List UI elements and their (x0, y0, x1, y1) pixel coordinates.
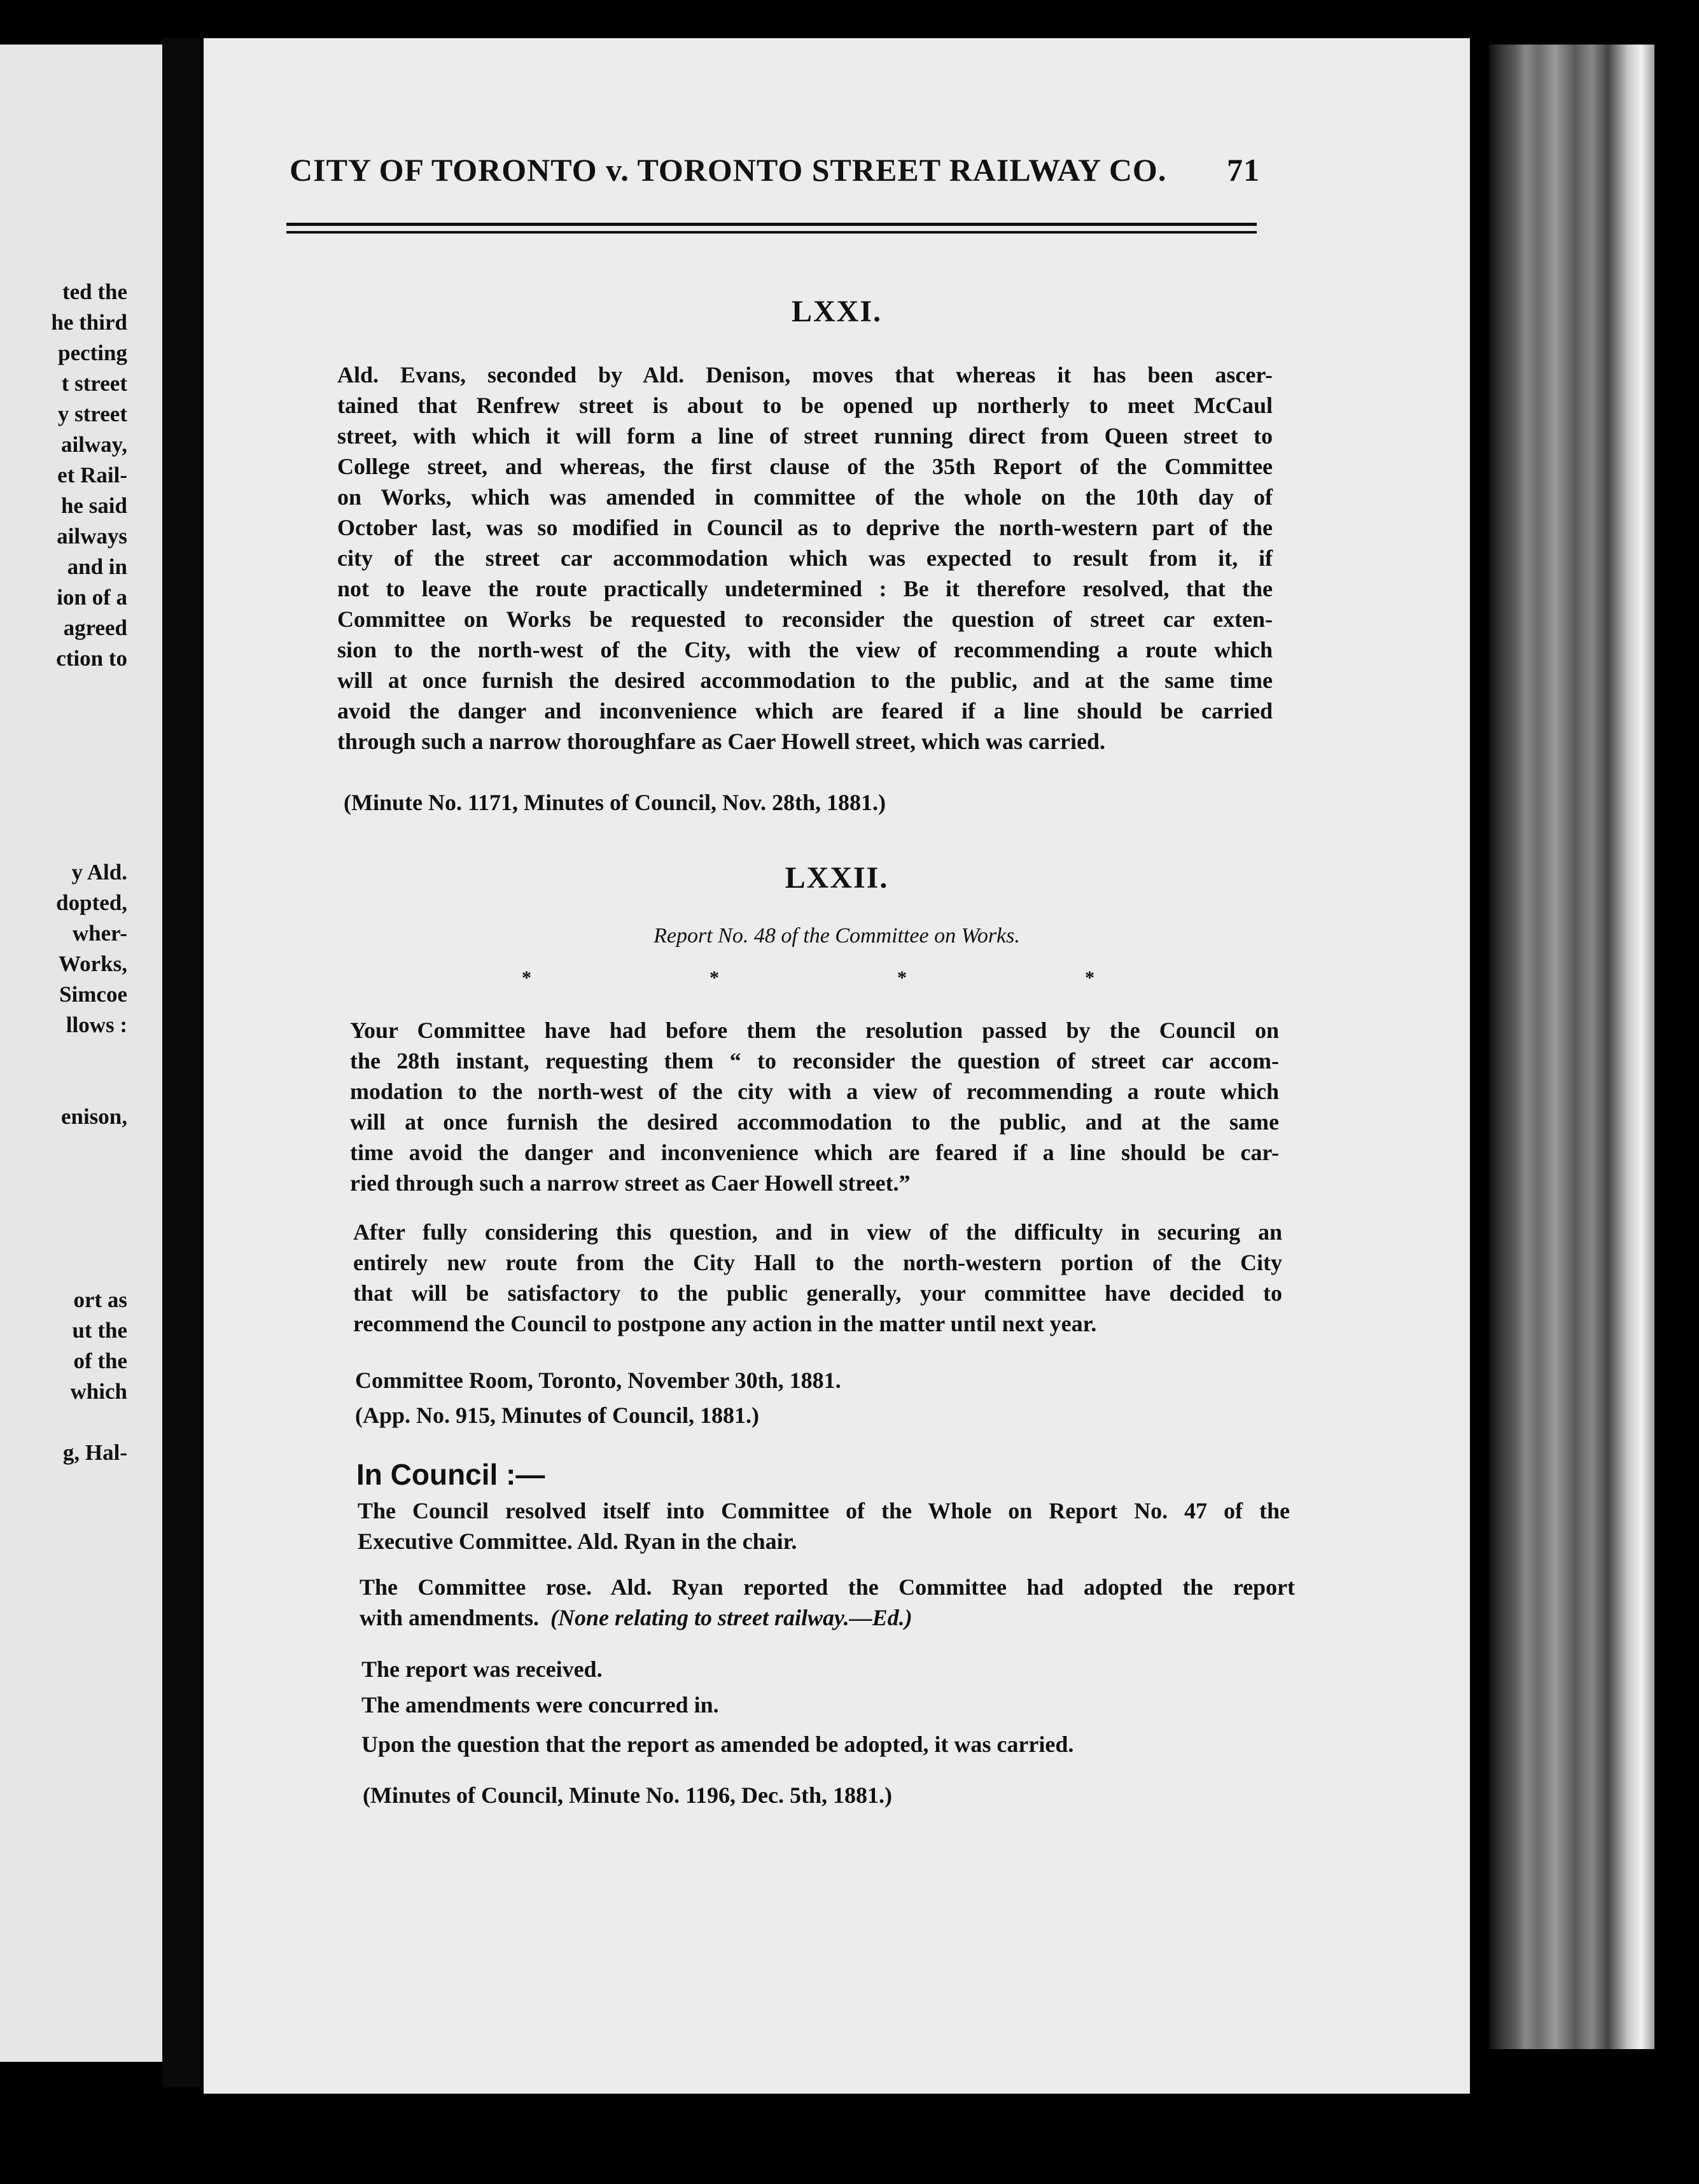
left-page-line (0, 1132, 127, 1163)
text-line: ried through such a narrow street as Caer Howell street.” (350, 1170, 911, 1196)
text-line: College street, and whereas, the first clause of the 35th Report of the Committee (337, 454, 1273, 479)
star: * (522, 967, 531, 988)
left-page-line: y street (57, 402, 127, 426)
left-page-line (0, 796, 127, 827)
left-page-text (0, 277, 127, 1468)
left-page-line (0, 674, 127, 704)
text-fragment: with amendments. (360, 1605, 540, 1630)
question-carried: Upon the question that the report as amended be adopted, it was carried. (361, 1732, 1074, 1757)
committee-room-date: Committee Room, Toronto, November 30th, 1881. (355, 1368, 841, 1393)
left-page-line: enison, (60, 1104, 127, 1129)
left-page-line (0, 704, 127, 735)
minute-reference: (Minute No. 1171, Minutes of Council, Nov. 28th, 1881.) (344, 790, 886, 815)
left-page-line: Works, (59, 951, 127, 976)
text-line: Ald. Evans, seconded by Ald. Denison, moves that whereas it has been ascer- (337, 362, 1273, 388)
ellipsis-stars (522, 967, 1094, 989)
left-page-line: he third (51, 310, 127, 335)
left-page-line: ction to (56, 646, 127, 671)
in-council-heading: In Council :— (356, 1458, 545, 1491)
left-page-line (0, 1224, 127, 1254)
council-resolved-paragraph (358, 1495, 1290, 1557)
left-page-line: ailway, (60, 432, 127, 457)
left-page-line: ion of a (57, 585, 127, 610)
text-line: Executive Committee. Ald. Ryan in the chair. (358, 1529, 797, 1554)
left-page-line (0, 735, 127, 766)
text-line: October last, was so modified in Council as to deprive the north-western part of the (337, 515, 1273, 540)
text-line: time avoid the danger and inconvenience which are feared if a line should be car- (350, 1140, 1279, 1165)
amendments-concurred: The amendments were concurred in. (361, 1692, 719, 1718)
left-page-line: llows : (66, 1012, 127, 1037)
left-page-line: ort as (73, 1287, 127, 1312)
left-page-line (0, 1040, 127, 1071)
report-paragraph-2 (353, 1217, 1282, 1339)
left-page-fragment (0, 45, 165, 2062)
text-line: sion to the north-west of the City, with the view of recommending a route which (337, 637, 1273, 662)
header-title: CITY OF TORONTO v. TORONTO STREET RAILWAY CO. (290, 152, 1167, 188)
text-line: Committee on Works be requested to reconsider the question of street car exten- (337, 606, 1273, 632)
text-line: recommend the Council to postpone any action in the matter until next year. (353, 1311, 1097, 1336)
committee-rose-paragraph (360, 1572, 1295, 1633)
appendix-reference: (App. No. 915, Minutes of Council, 1881.) (355, 1403, 760, 1428)
left-page-line: ted the (62, 279, 127, 304)
section-heading-lxxi: LXXI. (791, 295, 883, 328)
text-line: street, with which it will form a line of street running direct from Queen street to (337, 423, 1273, 449)
left-page-line: et Rail- (57, 463, 127, 487)
text-line: tained that Renfrew street is about to be opened up northerly to meet McCaul (337, 393, 1273, 418)
text-line: through such a narrow thoroughfare as Caer Howell street, which was carried. (337, 729, 1105, 754)
page-number: 71 (1227, 152, 1260, 188)
left-page-line (0, 1071, 127, 1102)
left-page-line: g, Hal- (62, 1440, 127, 1465)
header-rule (286, 223, 1257, 226)
text-line: After fully considering this question, and in view of the difficulty in securing an (353, 1219, 1282, 1245)
left-page-line: y Ald. (71, 860, 127, 885)
text-line: city of the street car accommodation which was expected to result from it, if (337, 545, 1273, 571)
text-line: not to leave the route practically undetermined : Be it therefore resolved, that the (337, 576, 1273, 601)
left-page-line (0, 1407, 127, 1438)
header-rule (286, 231, 1257, 234)
book-gutter (162, 38, 200, 2087)
report-subtitle: Report No. 48 of the Committee on Works. (654, 924, 1020, 948)
star: * (1085, 967, 1094, 988)
text-line: Your Committee have had before them the resolution passed by the Council on (350, 1018, 1279, 1043)
left-page-line (0, 1193, 127, 1224)
text-line: The Council resolved itself into Committee of the Whole on Report No. 47 of the (358, 1498, 1290, 1523)
left-page-line: wher- (72, 921, 127, 946)
text-line: entirely new route from the City Hall to the north-western portion of the City (353, 1250, 1282, 1275)
text-line: that will be satisfactory to the public generally, your committee have decided to (353, 1280, 1282, 1306)
section-heading-lxxii: LXXII. (785, 861, 889, 895)
editor-note: (None relating to street railway.—Ed.) (550, 1605, 912, 1630)
left-page-line: ailways (57, 524, 127, 549)
left-page-line: agreed (63, 615, 127, 640)
page-edges (1489, 45, 1654, 2049)
section1-paragraph (337, 360, 1273, 757)
text-line: The Committee rose. Ald. Ryan reported the Committee had adopted the report (360, 1574, 1295, 1600)
star: * (710, 967, 719, 988)
left-page-line: which (70, 1379, 127, 1404)
running-header (290, 151, 1260, 188)
council-minute-reference: (Minutes of Council, Minute No. 1196, Dec. 5th, 1881.) (363, 1782, 892, 1808)
left-page-line (0, 1254, 127, 1285)
text-line: the 28th instant, requesting them “ to reconsider the question of street car accom- (350, 1048, 1279, 1074)
star: * (897, 967, 907, 988)
text-line: on Works, which was amended in committee of the whole on the 10th day of (337, 484, 1273, 510)
report-received: The report was received. (361, 1656, 603, 1682)
left-page-line: dopted, (56, 890, 127, 915)
left-page-line: ut the (72, 1318, 127, 1343)
left-page-line: of the (73, 1348, 127, 1373)
left-page-line (0, 1163, 127, 1193)
text-line: avoid the danger and inconvenience which are feared if a line should be carried (337, 698, 1273, 724)
left-page-line: Simcoe (59, 982, 127, 1007)
left-page-line: pecting (58, 340, 127, 365)
left-page-line (0, 827, 127, 857)
text-line: will at once furnish the desired accommodation to the public, and at the same time (337, 668, 1273, 693)
text-line: modation to the north-west of the city with a view of recommending a route which (350, 1079, 1279, 1104)
left-page-line (0, 766, 127, 796)
left-page-line: t street (61, 371, 127, 396)
text-line: will at once furnish the desired accommodation to the public, and at the same (350, 1109, 1279, 1135)
left-page-line: he said (60, 493, 127, 518)
report-paragraph-1 (350, 1015, 1279, 1198)
text-line (360, 1602, 1295, 1633)
left-page-line: and in (67, 554, 127, 579)
